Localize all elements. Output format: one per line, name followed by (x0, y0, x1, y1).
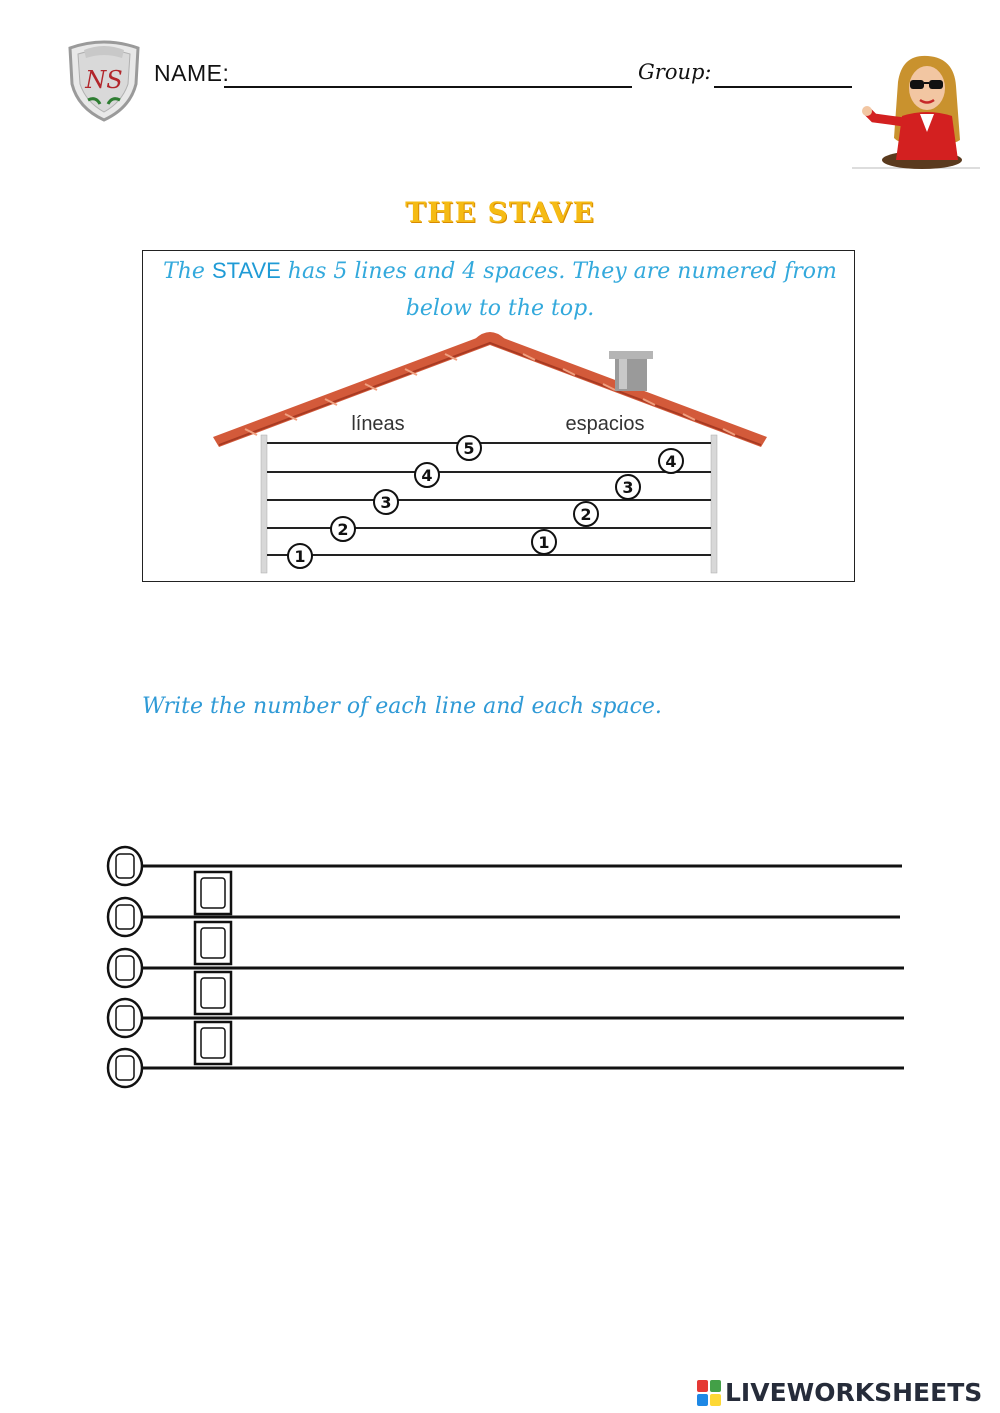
school-crest-logo (64, 38, 144, 122)
group-input-line[interactable] (714, 86, 852, 88)
space-number-4: 4 (665, 452, 677, 471)
line-answer-2[interactable] (108, 999, 142, 1037)
crest-monogram: NS (85, 66, 123, 94)
line-answer-5[interactable] (108, 847, 142, 885)
stave-house-diagram (205, 325, 775, 580)
space-number-3: 3 (622, 478, 634, 497)
liveworksheets-badge-icon (697, 1380, 721, 1406)
line-number-1: 1 (294, 547, 306, 566)
space-number-2: 2 (580, 505, 592, 524)
line-number-5: 5 (463, 439, 475, 458)
liveworksheets-logo (697, 1378, 997, 1410)
space-number-1: 1 (538, 533, 550, 552)
line-number-2: 2 (337, 520, 349, 539)
info-text-end: has 5 lines and 4 spaces. They are numered from below to the top. (280, 259, 837, 321)
info-text (160, 252, 840, 327)
exercise-stave (100, 840, 910, 1100)
page-title: THE STAVE (405, 196, 595, 229)
line-answer-1[interactable] (108, 1049, 142, 1087)
name-label: NAME: (154, 60, 230, 86)
line-number-3: 3 (380, 493, 392, 512)
teacher-avatar-image (852, 52, 980, 170)
spaces-label: espacios (565, 413, 645, 435)
line-number-4: 4 (421, 466, 433, 485)
liveworksheets-brand: LIVEWORKSHEETS (725, 1378, 983, 1407)
info-keyword: STAVE (211, 258, 281, 283)
exercise-instruction: Write the number of each line and each space. (142, 694, 662, 719)
line-answer-3[interactable] (108, 949, 142, 987)
roof-illustration (213, 332, 767, 447)
line-answer-4[interactable] (108, 898, 142, 936)
lines-label: líneas (351, 413, 405, 435)
name-input-line[interactable] (224, 86, 632, 88)
group-label: Group: (638, 60, 712, 84)
info-text-start: The (163, 259, 212, 284)
